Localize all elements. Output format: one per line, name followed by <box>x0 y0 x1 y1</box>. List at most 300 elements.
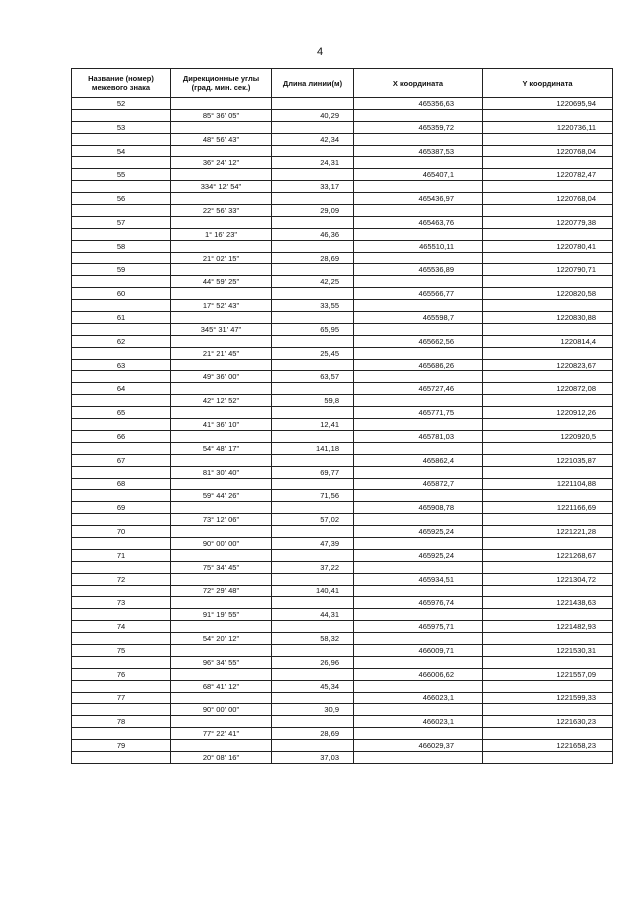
length-cell <box>272 145 354 157</box>
y-coordinate-cell <box>483 323 613 335</box>
mark-name-cell: 75 <box>72 644 171 656</box>
y-coordinate-cell <box>483 347 613 359</box>
table-row-segment <box>72 656 613 668</box>
header-mark-name: Название (номер) межевого знака <box>72 69 171 98</box>
y-coordinate-cell: 1221268,67 <box>483 549 613 561</box>
y-coordinate-cell: 1221221,28 <box>483 526 613 538</box>
mark-name-cell: 56 <box>72 193 171 205</box>
mark-name-cell <box>72 347 171 359</box>
y-coordinate-cell <box>483 109 613 121</box>
mark-name-cell <box>72 395 171 407</box>
x-coordinate-cell <box>354 680 483 692</box>
x-coordinate-cell: 465908,78 <box>354 502 483 514</box>
table-row-segment <box>72 751 613 763</box>
length-cell: 44,31 <box>272 609 354 621</box>
mark-name-cell <box>72 252 171 264</box>
angle-cell <box>171 430 272 442</box>
table-row-point <box>72 288 613 300</box>
angle-cell: 77° 22' 41" <box>171 728 272 740</box>
x-coordinate-cell <box>354 419 483 431</box>
angle-cell: 54° 48' 17" <box>171 442 272 454</box>
y-coordinate-cell: 1220912,26 <box>483 407 613 419</box>
angle-cell: 41° 36' 10" <box>171 419 272 431</box>
angle-cell <box>171 502 272 514</box>
x-coordinate-cell <box>354 656 483 668</box>
y-coordinate-cell <box>483 561 613 573</box>
mark-name-cell: 79 <box>72 740 171 752</box>
length-cell <box>272 121 354 133</box>
table-row-segment <box>72 680 613 692</box>
mark-name-cell: 53 <box>72 121 171 133</box>
table-row-point <box>72 240 613 252</box>
mark-name-cell <box>72 561 171 573</box>
page-number: 4 <box>316 46 324 58</box>
length-cell: 141,18 <box>272 442 354 454</box>
y-coordinate-cell: 1221557,09 <box>483 668 613 680</box>
length-cell <box>272 98 354 110</box>
length-cell: 58,32 <box>272 633 354 645</box>
angle-cell: 345° 31' 47" <box>171 323 272 335</box>
mark-name-cell <box>72 228 171 240</box>
angle-cell: 36° 24' 12" <box>171 157 272 169</box>
mark-name-cell <box>72 585 171 597</box>
mark-name-cell: 68 <box>72 478 171 490</box>
table-row-segment <box>72 300 613 312</box>
mark-name-cell: 73 <box>72 597 171 609</box>
angle-cell <box>171 692 272 704</box>
table-row-point <box>72 407 613 419</box>
mark-name-cell: 59 <box>72 264 171 276</box>
table-row-point <box>72 502 613 514</box>
y-coordinate-cell <box>483 609 613 621</box>
y-coordinate-cell: 1220768,04 <box>483 145 613 157</box>
mark-name-cell: 78 <box>72 716 171 728</box>
mark-name-cell: 55 <box>72 169 171 181</box>
table-row-segment <box>72 133 613 145</box>
angle-cell: 21° 02' 15" <box>171 252 272 264</box>
y-coordinate-cell <box>483 276 613 288</box>
y-coordinate-cell: 1221304,72 <box>483 573 613 585</box>
length-cell: 28,69 <box>272 728 354 740</box>
header-line-length: Длина линии(м) <box>272 69 354 98</box>
y-coordinate-cell <box>483 419 613 431</box>
y-coordinate-cell: 1220814,4 <box>483 335 613 347</box>
x-coordinate-cell <box>354 490 483 502</box>
mark-name-cell: 64 <box>72 383 171 395</box>
mark-name-cell: 52 <box>72 98 171 110</box>
angle-cell <box>171 454 272 466</box>
x-coordinate-cell: 465598,7 <box>354 312 483 324</box>
x-coordinate-cell <box>354 585 483 597</box>
table-row-segment <box>72 323 613 335</box>
table-row-point <box>72 359 613 371</box>
table-row-point <box>72 98 613 110</box>
angle-cell: 72° 29' 48" <box>171 585 272 597</box>
table-row-point <box>72 121 613 133</box>
y-coordinate-cell: 1220820,58 <box>483 288 613 300</box>
y-coordinate-cell: 1220790,71 <box>483 264 613 276</box>
angle-cell <box>171 526 272 538</box>
angle-cell <box>171 478 272 490</box>
table-row-segment <box>72 514 613 526</box>
angle-cell <box>171 169 272 181</box>
mark-name-cell: 76 <box>72 668 171 680</box>
y-coordinate-cell <box>483 704 613 716</box>
y-coordinate-cell <box>483 442 613 454</box>
y-coordinate-cell <box>483 157 613 169</box>
length-cell <box>272 621 354 633</box>
angle-cell: 44° 59' 25" <box>171 276 272 288</box>
table-row-segment <box>72 371 613 383</box>
y-coordinate-cell <box>483 181 613 193</box>
x-coordinate-cell <box>354 252 483 264</box>
y-coordinate-cell: 1220780,41 <box>483 240 613 252</box>
length-cell: 47,39 <box>272 537 354 549</box>
angle-cell: 334° 12' 54" <box>171 181 272 193</box>
mark-name-cell: 74 <box>72 621 171 633</box>
length-cell <box>272 716 354 728</box>
mark-name-cell <box>72 490 171 502</box>
x-coordinate-cell <box>354 157 483 169</box>
x-coordinate-cell: 465934,51 <box>354 573 483 585</box>
table-row-point <box>72 383 613 395</box>
mark-name-cell <box>72 323 171 335</box>
mark-name-cell: 57 <box>72 216 171 228</box>
length-cell: 59,8 <box>272 395 354 407</box>
angle-cell <box>171 549 272 561</box>
x-coordinate-cell: 465566,77 <box>354 288 483 300</box>
y-coordinate-cell: 1220830,88 <box>483 312 613 324</box>
mark-name-cell <box>72 157 171 169</box>
table-row-segment <box>72 537 613 549</box>
table-row-point <box>72 335 613 347</box>
angle-cell: 90° 00' 00" <box>171 537 272 549</box>
angle-cell <box>171 668 272 680</box>
mark-name-cell <box>72 419 171 431</box>
length-cell: 69,77 <box>272 466 354 478</box>
angle-cell: 20° 08' 16" <box>171 751 272 763</box>
table-row-point <box>72 145 613 157</box>
length-cell <box>272 216 354 228</box>
mark-name-cell <box>72 300 171 312</box>
length-cell: 42,34 <box>272 133 354 145</box>
length-cell <box>272 740 354 752</box>
table-row-point <box>72 692 613 704</box>
x-coordinate-cell <box>354 276 483 288</box>
length-cell: 28,69 <box>272 252 354 264</box>
header-y-coordinate: Y координата <box>483 69 613 98</box>
mark-name-cell: 77 <box>72 692 171 704</box>
length-cell: 57,02 <box>272 514 354 526</box>
x-coordinate-cell <box>354 514 483 526</box>
table-row-segment <box>72 609 613 621</box>
y-coordinate-cell: 1220823,67 <box>483 359 613 371</box>
y-coordinate-cell <box>483 537 613 549</box>
x-coordinate-cell: 465872,7 <box>354 478 483 490</box>
y-coordinate-cell <box>483 371 613 383</box>
x-coordinate-cell: 465925,24 <box>354 549 483 561</box>
y-coordinate-cell <box>483 490 613 502</box>
y-coordinate-cell <box>483 252 613 264</box>
length-cell <box>272 312 354 324</box>
length-cell <box>272 169 354 181</box>
x-coordinate-cell: 465536,89 <box>354 264 483 276</box>
table-row-point <box>72 597 613 609</box>
y-coordinate-cell <box>483 585 613 597</box>
angle-cell: 96° 34' 55" <box>171 656 272 668</box>
angle-cell <box>171 621 272 633</box>
length-cell: 12,41 <box>272 419 354 431</box>
length-cell: 65,95 <box>272 323 354 335</box>
mark-name-cell: 54 <box>72 145 171 157</box>
x-coordinate-cell: 465976,74 <box>354 597 483 609</box>
angle-cell <box>171 98 272 110</box>
table-row-segment <box>72 347 613 359</box>
length-cell: 63,57 <box>272 371 354 383</box>
length-cell <box>272 359 354 371</box>
angle-cell <box>171 264 272 276</box>
angle-cell: 54° 20' 12" <box>171 633 272 645</box>
angle-cell: 81° 30' 40" <box>171 466 272 478</box>
table-row-segment <box>72 490 613 502</box>
y-coordinate-cell: 1221438,63 <box>483 597 613 609</box>
mark-name-cell: 62 <box>72 335 171 347</box>
x-coordinate-cell <box>354 323 483 335</box>
mark-name-cell: 63 <box>72 359 171 371</box>
y-coordinate-cell <box>483 395 613 407</box>
length-cell: 45,34 <box>272 680 354 692</box>
x-coordinate-cell: 465436,97 <box>354 193 483 205</box>
table-row-segment <box>72 181 613 193</box>
y-coordinate-cell <box>483 680 613 692</box>
x-coordinate-cell <box>354 109 483 121</box>
length-cell <box>272 454 354 466</box>
y-coordinate-cell: 1220736,11 <box>483 121 613 133</box>
mark-name-cell <box>72 728 171 740</box>
x-coordinate-cell: 466009,71 <box>354 644 483 656</box>
mark-name-cell: 72 <box>72 573 171 585</box>
x-coordinate-cell: 466023,1 <box>354 692 483 704</box>
x-coordinate-cell <box>354 633 483 645</box>
angle-cell: 85° 36' 05" <box>171 109 272 121</box>
x-coordinate-cell: 465781,03 <box>354 430 483 442</box>
y-coordinate-cell <box>483 656 613 668</box>
mark-name-cell <box>72 109 171 121</box>
mark-name-cell <box>72 656 171 668</box>
angle-cell: 75° 34' 45" <box>171 561 272 573</box>
angle-cell <box>171 644 272 656</box>
angle-cell: 1° 16' 23" <box>171 228 272 240</box>
mark-name-cell <box>72 442 171 454</box>
x-coordinate-cell: 465862,4 <box>354 454 483 466</box>
angle-cell <box>171 145 272 157</box>
y-coordinate-cell: 1220782,47 <box>483 169 613 181</box>
length-cell: 71,56 <box>272 490 354 502</box>
angle-cell <box>171 312 272 324</box>
length-cell: 29,09 <box>272 205 354 217</box>
table-row-point <box>72 430 613 442</box>
table-row-point <box>72 644 613 656</box>
mark-name-cell: 71 <box>72 549 171 561</box>
angle-cell <box>171 716 272 728</box>
table-header-row <box>72 69 613 98</box>
x-coordinate-cell <box>354 133 483 145</box>
mark-name-cell <box>72 751 171 763</box>
y-coordinate-cell: 1221482,93 <box>483 621 613 633</box>
x-coordinate-cell: 465925,24 <box>354 526 483 538</box>
length-cell <box>272 407 354 419</box>
x-coordinate-cell <box>354 704 483 716</box>
y-coordinate-cell: 1220779,38 <box>483 216 613 228</box>
x-coordinate-cell: 465510,11 <box>354 240 483 252</box>
y-coordinate-cell: 1221658,23 <box>483 740 613 752</box>
table-row-point <box>72 169 613 181</box>
length-cell <box>272 549 354 561</box>
length-cell: 26,96 <box>272 656 354 668</box>
y-coordinate-cell <box>483 228 613 240</box>
angle-cell <box>171 383 272 395</box>
x-coordinate-cell: 465662,56 <box>354 335 483 347</box>
length-cell: 37,22 <box>272 561 354 573</box>
x-coordinate-cell <box>354 395 483 407</box>
angle-cell: 22° 56' 33" <box>171 205 272 217</box>
table-row-segment <box>72 276 613 288</box>
header-x-coordinate: X координата <box>354 69 483 98</box>
table-row-segment <box>72 585 613 597</box>
length-cell <box>272 240 354 252</box>
table-row-segment <box>72 728 613 740</box>
x-coordinate-cell: 465771,75 <box>354 407 483 419</box>
length-cell <box>272 335 354 347</box>
x-coordinate-cell <box>354 751 483 763</box>
angle-cell: 21° 21' 45" <box>171 347 272 359</box>
table-row-segment <box>72 157 613 169</box>
table-row-segment <box>72 561 613 573</box>
table-row-segment <box>72 395 613 407</box>
mark-name-cell: 61 <box>72 312 171 324</box>
table-row-segment <box>72 704 613 716</box>
table-row-point <box>72 621 613 633</box>
table-row-segment <box>72 205 613 217</box>
length-cell: 46,36 <box>272 228 354 240</box>
x-coordinate-cell <box>354 609 483 621</box>
mark-name-cell: 69 <box>72 502 171 514</box>
mark-name-cell <box>72 609 171 621</box>
angle-cell <box>171 193 272 205</box>
y-coordinate-cell <box>483 133 613 145</box>
angle-cell: 73° 12' 06" <box>171 514 272 526</box>
y-coordinate-cell <box>483 300 613 312</box>
y-coordinate-cell: 1221104,88 <box>483 478 613 490</box>
angle-cell <box>171 407 272 419</box>
mark-name-cell <box>72 181 171 193</box>
table-row-segment <box>72 252 613 264</box>
y-coordinate-cell: 1220920,5 <box>483 430 613 442</box>
x-coordinate-cell: 465387,53 <box>354 145 483 157</box>
x-coordinate-cell: 465686,26 <box>354 359 483 371</box>
length-cell <box>272 383 354 395</box>
x-coordinate-cell <box>354 181 483 193</box>
mark-name-cell <box>72 205 171 217</box>
y-coordinate-cell <box>483 728 613 740</box>
table-row-point <box>72 716 613 728</box>
mark-name-cell <box>72 680 171 692</box>
x-coordinate-cell <box>354 205 483 217</box>
x-coordinate-cell: 465463,76 <box>354 216 483 228</box>
table-row-point <box>72 478 613 490</box>
x-coordinate-cell <box>354 347 483 359</box>
y-coordinate-cell: 1220695,94 <box>483 98 613 110</box>
mark-name-cell <box>72 633 171 645</box>
y-coordinate-cell: 1221630,23 <box>483 716 613 728</box>
y-coordinate-cell: 1221035,87 <box>483 454 613 466</box>
angle-cell <box>171 216 272 228</box>
angle-cell: 17° 52' 43" <box>171 300 272 312</box>
table-row-point <box>72 216 613 228</box>
length-cell <box>272 288 354 300</box>
angle-cell <box>171 573 272 585</box>
mark-name-cell <box>72 514 171 526</box>
table-body <box>72 98 613 764</box>
table-row-point <box>72 264 613 276</box>
y-coordinate-cell: 1221530,31 <box>483 644 613 656</box>
mark-name-cell: 70 <box>72 526 171 538</box>
table-row-point <box>72 312 613 324</box>
x-coordinate-cell <box>354 466 483 478</box>
table-row-segment <box>72 228 613 240</box>
mark-name-cell <box>72 371 171 383</box>
angle-cell <box>171 240 272 252</box>
table-row-segment <box>72 442 613 454</box>
y-coordinate-cell <box>483 205 613 217</box>
length-cell: 33,55 <box>272 300 354 312</box>
table-row-point <box>72 740 613 752</box>
y-coordinate-cell <box>483 633 613 645</box>
x-coordinate-cell: 466006,62 <box>354 668 483 680</box>
table-row-point <box>72 526 613 538</box>
mark-name-cell: 60 <box>72 288 171 300</box>
length-cell <box>272 478 354 490</box>
x-coordinate-cell: 465407,1 <box>354 169 483 181</box>
angle-cell <box>171 597 272 609</box>
length-cell <box>272 526 354 538</box>
length-cell: 37,03 <box>272 751 354 763</box>
x-coordinate-cell: 465975,71 <box>354 621 483 633</box>
table-row-point <box>72 193 613 205</box>
length-cell: 40,29 <box>272 109 354 121</box>
length-cell <box>272 430 354 442</box>
length-cell: 33,17 <box>272 181 354 193</box>
x-coordinate-cell: 465356,63 <box>354 98 483 110</box>
angle-cell: 48° 56' 43" <box>171 133 272 145</box>
table-row-segment <box>72 633 613 645</box>
boundary-marks-table <box>71 68 613 764</box>
angle-cell: 59° 44' 26" <box>171 490 272 502</box>
x-coordinate-cell <box>354 728 483 740</box>
y-coordinate-cell: 1220872,08 <box>483 383 613 395</box>
x-coordinate-cell: 465359,72 <box>354 121 483 133</box>
y-coordinate-cell <box>483 514 613 526</box>
angle-cell <box>171 288 272 300</box>
length-cell: 42,25 <box>272 276 354 288</box>
y-coordinate-cell: 1221166,69 <box>483 502 613 514</box>
length-cell: 25,45 <box>272 347 354 359</box>
x-coordinate-cell <box>354 300 483 312</box>
length-cell <box>272 573 354 585</box>
x-coordinate-cell <box>354 228 483 240</box>
angle-cell: 90° 00' 00" <box>171 704 272 716</box>
length-cell <box>272 502 354 514</box>
